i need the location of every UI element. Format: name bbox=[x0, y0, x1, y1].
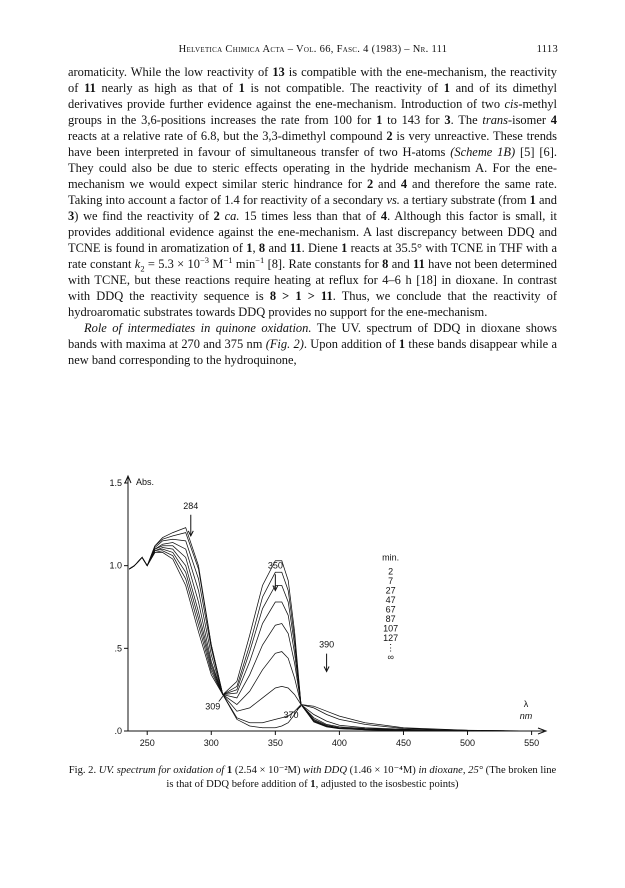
text-run: these bands disappear while a new band corresponding to the hydroquinone, bbox=[68, 337, 557, 367]
text-run: . Upon addition of bbox=[303, 337, 399, 351]
uv-spectrum-figure bbox=[88, 455, 548, 755]
text-run: 15 times less than that of bbox=[239, 209, 381, 223]
rate-constant-symbol: k bbox=[134, 257, 141, 271]
peak-label: 390 bbox=[319, 639, 335, 650]
y-tick-label: 1.0 bbox=[109, 560, 122, 571]
peak-label: 284 bbox=[183, 500, 199, 511]
superscript: −3 bbox=[199, 254, 210, 265]
text-run: is very unreactive. These trends have been interpreted in favour of simultaneous transfer of two H-atoms bbox=[68, 129, 557, 159]
text-run: -isomer bbox=[507, 113, 551, 127]
x-tick-label: 250 bbox=[139, 738, 155, 748]
legend-entry: 7 bbox=[388, 576, 394, 587]
text-run: with DDQ bbox=[303, 765, 347, 776]
text-run: and of its dimethyl derivatives provide further evidence against the ene-mechanism. Introduction of two bbox=[68, 81, 557, 111]
text-run: (The broken line is that of DDQ before addition of bbox=[166, 765, 557, 790]
text-run: and bbox=[388, 257, 414, 271]
text-run: in dioxane, 25° bbox=[418, 765, 484, 776]
legend-entry: ∞ bbox=[387, 652, 394, 663]
legend-entry: 87 bbox=[385, 614, 396, 625]
legend-entry: 2 bbox=[388, 566, 394, 577]
compound-number: 2 bbox=[366, 177, 374, 191]
text-run: , bbox=[252, 241, 259, 255]
legend-entry: 27 bbox=[385, 585, 396, 596]
compound-number: 2 bbox=[213, 209, 220, 223]
text-run: , adjusted to the isosbestic points) bbox=[315, 779, 459, 790]
text-run: and bbox=[535, 193, 557, 207]
text-run: M bbox=[209, 257, 224, 271]
compound-number: 8 bbox=[258, 241, 266, 255]
text-run: min bbox=[232, 257, 256, 271]
compound-number: 3 bbox=[68, 209, 75, 223]
compound-number: 1 bbox=[398, 337, 406, 351]
x-axis-unit: nm bbox=[519, 711, 533, 721]
text-run: nearly as high as that of bbox=[95, 81, 239, 95]
text-run: is not compatible. The reactivity of bbox=[244, 81, 444, 95]
text-run: (1.46 × 10⁻⁴M) bbox=[346, 765, 419, 776]
y-axis-label: Abs. bbox=[136, 477, 155, 487]
compound-number: 3 bbox=[444, 113, 451, 127]
text-run: [8]. Rate constants for bbox=[264, 257, 383, 271]
y-tick-label: 1.5 bbox=[109, 478, 122, 488]
subscript: 2 bbox=[140, 263, 145, 274]
x-tick-label: 550 bbox=[524, 738, 540, 748]
text-run: . Although this factor is small, it provides additional evidence against the ene-mechanism. A last discrepancy between DDQ and TCNE is found in aromatization of bbox=[68, 209, 558, 255]
italic-term: cis bbox=[504, 97, 519, 111]
compound-number: 2 bbox=[386, 129, 393, 143]
compound-number: 4 bbox=[380, 209, 388, 223]
section-heading: Role of intermediates in quinone oxidation. bbox=[84, 321, 312, 335]
text-run: -methyl groups in the 3,6-positions increases the rate from 100 for bbox=[68, 97, 557, 127]
text-run: reacts at 35.5° with TCNE in THF with a rate constant bbox=[68, 241, 558, 271]
spectrum-line-67 bbox=[129, 546, 531, 731]
reactivity-sequence: 8 > 1 > 11 bbox=[269, 289, 333, 303]
legend-entry: 47 bbox=[385, 595, 396, 606]
legend-entry: 107 bbox=[383, 623, 399, 634]
uv-spectrum-chart bbox=[88, 455, 548, 755]
y-tick-label: .0 bbox=[114, 726, 122, 736]
superscript: −1 bbox=[255, 254, 265, 265]
compound-number: 1 bbox=[246, 241, 253, 255]
x-tick-label: 500 bbox=[460, 738, 476, 748]
caption-label: Fig. 2. bbox=[68, 765, 97, 776]
compound-number: 1 bbox=[238, 81, 245, 95]
text-run: aromaticity. While the low reactivity of bbox=[68, 65, 273, 79]
spectrum-line-2 bbox=[129, 528, 531, 731]
compound-number: 11 bbox=[413, 257, 425, 271]
x-tick-label: 350 bbox=[267, 738, 283, 748]
text-run: and bbox=[373, 177, 401, 191]
body-text bbox=[68, 64, 557, 368]
text-run: . The bbox=[450, 113, 483, 127]
italic-term: trans bbox=[482, 113, 508, 127]
compound-number: 8 bbox=[382, 257, 389, 271]
text-run: a tertiary substrate (from bbox=[399, 193, 530, 207]
text-run: . Diene bbox=[301, 241, 342, 255]
text-run: [5] [6]. They could also be due to steric effects operating in the hydride mechanism A. For the ene-mechanism we would expect similar steric hindrance for bbox=[68, 145, 557, 191]
running-title: Helvetica Chimica Acta – Vol. 66, Fasc. 4 (1983) – Nr. 111 bbox=[178, 44, 448, 55]
figure-caption bbox=[68, 764, 557, 792]
text-run: and bbox=[265, 241, 290, 255]
text-run: to 143 for bbox=[382, 113, 445, 127]
compound-number: 1 bbox=[226, 765, 233, 776]
compound-number: 1 bbox=[443, 81, 450, 95]
text-run: is compatible with the ene-mechanism, the reactivity of bbox=[68, 65, 557, 95]
compound-number: 4 bbox=[550, 113, 557, 127]
italic-term: vs. bbox=[386, 193, 400, 207]
x-unit-symbol: λ bbox=[523, 699, 529, 709]
text-run: and therefore the same rate. Taking into account a factor of 1.4 for reactivity of a secondary bbox=[68, 177, 557, 207]
compound-number: 11 bbox=[289, 241, 302, 255]
paragraph-intermediates bbox=[68, 320, 557, 368]
legend-entry: 127 bbox=[383, 633, 399, 644]
legend-title: min. bbox=[382, 552, 400, 563]
text-run: have not been determined with TCNE, but these reactions require heating at reflux for 4–6 h [18] in dioxane. In contrast with DDQ the reactivity sequence is bbox=[68, 257, 557, 303]
text-run: . Thus, we conclude that the reactivity of hydroaromatic substrates towards DDQ provides no support for the ene-mechanism. bbox=[68, 289, 557, 319]
peak-label: 350 bbox=[267, 560, 283, 571]
compound-number: 1 bbox=[376, 113, 383, 127]
x-tick-label: 450 bbox=[395, 738, 411, 748]
superscript: −1 bbox=[223, 254, 233, 265]
legend-entry: 67 bbox=[385, 604, 396, 615]
text-run: ) we find the reactivity of bbox=[74, 209, 214, 223]
compound-number: 1 bbox=[341, 241, 348, 255]
y-tick-label: .5 bbox=[114, 643, 122, 654]
text-run: (2.54 × 10⁻²M) bbox=[232, 765, 304, 776]
isosbestic-pointer bbox=[219, 696, 223, 701]
x-tick-label: 300 bbox=[203, 738, 219, 748]
caption-title: UV. spectrum for oxidation of bbox=[96, 765, 227, 776]
legend-entry: ⋮ bbox=[386, 642, 396, 653]
figure-reference: (Fig. 2) bbox=[265, 337, 304, 351]
compound-number: 1 bbox=[529, 193, 536, 207]
page-number: 1113 bbox=[536, 44, 558, 55]
compound-number: 11 bbox=[84, 81, 96, 95]
paragraph-ene-mechanism bbox=[68, 64, 557, 320]
text-run: = 5.3 × 10 bbox=[144, 257, 200, 271]
compound-number: 1 bbox=[310, 779, 316, 790]
spectrum-line-27 bbox=[129, 539, 531, 731]
italic-term: ca. bbox=[224, 209, 240, 223]
scheme-reference: (Scheme 1B) bbox=[450, 145, 516, 159]
x-tick-label: 400 bbox=[331, 738, 347, 748]
text-run: reacts at a relative rate of 6.8, but the 3,3-dimethyl compound bbox=[68, 129, 387, 143]
compound-number: 4 bbox=[400, 177, 408, 191]
running-header bbox=[68, 44, 558, 60]
isosbestic-label: 370 bbox=[283, 709, 299, 720]
isosbestic-label: 309 bbox=[205, 701, 221, 712]
text-run: The UV. spectrum of DDQ in dioxane shows bands with maxima at 270 and 375 nm bbox=[68, 321, 557, 351]
compound-number: 13 bbox=[272, 65, 285, 79]
